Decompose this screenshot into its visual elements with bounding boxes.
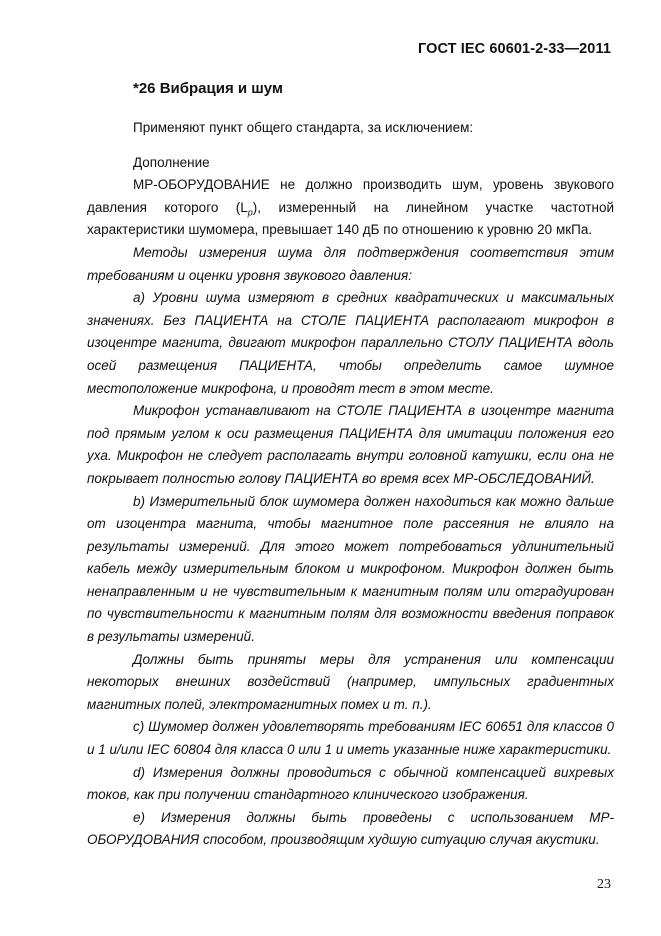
requirement-text-start: МР-ОБОРУДОВАНИЕ не должно производить шум, уровень звукового давления которого (L xyxy=(87,177,614,215)
item-e-paragraph: е) Измерения должны быть проведены с использованием МР-ОБОРУДОВАНИЯ способом, производящим худшую ситуацию случая акустики. xyxy=(87,809,614,848)
standard-code-header: ГОСТ IEC 60601-2-33—2011 xyxy=(417,41,611,57)
section-title: *26 Вибрация и шум xyxy=(133,80,284,97)
page-number: 23 xyxy=(597,877,611,892)
addendum-label: Дополнение xyxy=(133,154,210,170)
item-a-paragraph: а) Уровни шума измеряют в средних квадратических и максимальных значениях. Без ПАЦИЕНТА на СТОЛЕ ПАЦИЕНТА располагают микрофон в изоцентре магнита, двигают микрофон параллельно СТОЛУ ПАЦИЕНТА вдоль осей размещения ПАЦИЕНТА, чтобы определить самое шумное местоположение микрофона, и проводят тест в этом месте. xyxy=(87,290,614,396)
methods-intro-paragraph: Методы измерения шума для подтверждения соответствия этим требованиям и оценки уровня звукового давления: xyxy=(87,244,614,283)
item-a-microphone-paragraph: Микрофон устанавливают на СТОЛЕ ПАЦИЕНТА в изоцентре магнита под прямым углом к оси размещения ПАЦИЕНТА для имитации положения его уха. Микрофон не следует располагать внутри головной катушки, если она не покрывает полностью голову ПАЦИЕНТА во время всех МР-ОБСЛЕДОВАНИЙ. xyxy=(87,403,614,486)
item-b-measures-paragraph: Должны быть приняты меры для устранения или компенсации некоторых внешних воздействий (например, импульсных градиентных магнитных полей, электромагнитных помех и т. п.). xyxy=(87,651,614,712)
intro-paragraph: Применяют пункт общего стандарта, за исключением: xyxy=(133,120,474,135)
item-c-paragraph: c) Шумомер должен удовлетворять требованиям IEC 60651 для классов 0 и 1 и/или IEC 60804 для класса 0 или 1 и иметь указанные ниже характеристики. xyxy=(87,719,614,758)
document-body xyxy=(87,102,614,852)
lp-subscript: p xyxy=(247,207,253,218)
item-d-paragraph: d) Измерения должны проводиться с обычной компенсацией вихревых токов, как при получении стандартного клинического изображения. xyxy=(87,764,614,803)
noise-requirement-paragraph xyxy=(87,174,614,242)
item-b-paragraph: b) Измерительный блок шумомера должен находиться как можно дальше от изоцентра магнита, чтобы магнитное поле рассеяния не влияло на результаты измерений. Для этого может потребоваться удлинительный кабель между измерительным блоком и микрофоном. Микрофон должен быть ненаправленным и не чувствительным к магнитным полям или отградуирован по чувствительности к магнитным полям для возможности введения поправок в результаты измерений. xyxy=(87,493,614,645)
requirement-text-end: ), измеренный на линейном участке частотной характеристики шумомера, превышает 140 дБ по отношению к уровню 20 мкПа. xyxy=(87,199,614,238)
